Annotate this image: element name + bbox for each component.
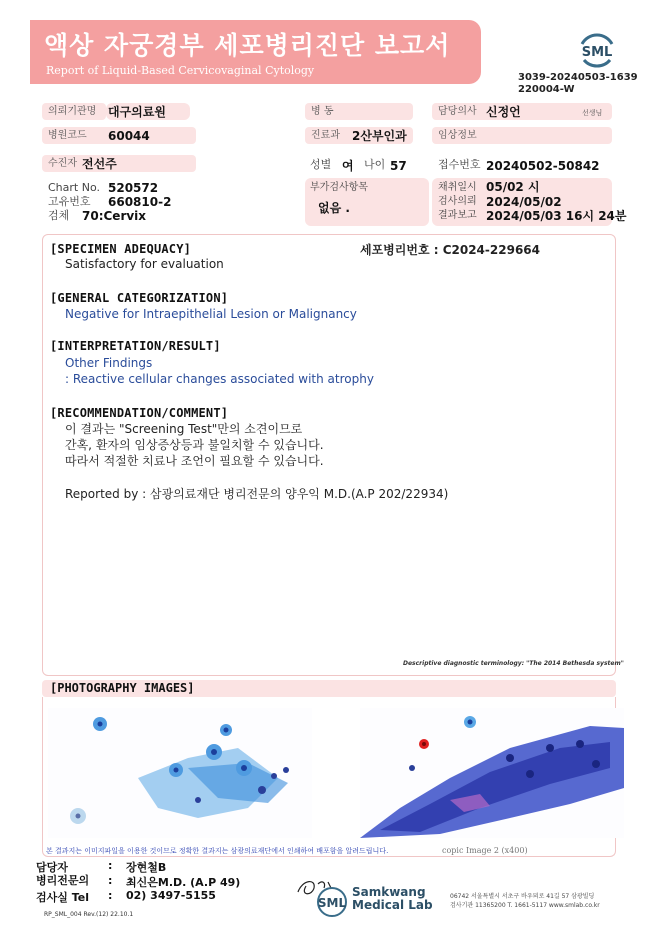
requested-value: 2024/05/02 [486, 195, 562, 209]
micrograph-image-1 [48, 708, 312, 838]
category-title: [GENERAL CATEGORIZATION] [50, 291, 229, 305]
address-line1: 06742 서울특별시 서초구 바우뫼로 41길 57 삼광빌딩 [450, 893, 595, 900]
tel-value: 02) 3497-5155 [126, 889, 216, 902]
lab-address [450, 892, 600, 910]
report-title-korean: 액상 자궁경부 세포병리진단 보고서 [44, 31, 451, 60]
chart-no-value: 520572 [108, 181, 159, 195]
logo-text: SML [581, 45, 613, 60]
tel-label: 검사실 Tel [36, 891, 89, 904]
interpretation-title: [INTERPRETATION/RESULT] [50, 339, 221, 353]
brand-name [352, 886, 433, 912]
sex-value: 여 [342, 159, 354, 173]
reported-by: Reported by : 삼광의료재단 병리전문의 양우익 M.D.(A.P 202/22934) [65, 487, 449, 501]
recommendation-line2: 간혹, 환자의 임상증상등과 불일치할 수 있습니다. [65, 438, 324, 452]
additional-value: 없음 . [318, 201, 350, 215]
unique-no-label: 고유번호 [48, 195, 91, 208]
age-value: 57 [390, 159, 407, 173]
ward-label: 병 동 [305, 103, 413, 120]
image-disclaimer: 본 결과지는 이미지파일을 이용한 것이므로 정확한 결과지는 삼광의료재단에서 인쇄하여 배포함을 알려드립니다. [46, 847, 389, 855]
tech-value: 장현철B [126, 861, 167, 874]
additional-label: 부가검사항목 [310, 182, 368, 193]
recommendation-line3: 따라서 적절한 치료나 조언이 필요할 수 있습니다. [65, 454, 324, 468]
exam-value: 70:Cervix [82, 209, 147, 223]
category-text: Negative for Intraepithelial Lesion or Malignancy [65, 307, 357, 321]
age-label: 나이 [364, 158, 386, 171]
micrograph-image-2 [360, 708, 624, 838]
specimen-title: [SPECIMEN ADEQUACY] [50, 242, 192, 256]
image-caption-2: copic Image 2 (x400) [442, 846, 528, 855]
address-line2: 검사기관 11365200 T. 1661-5117 www.smlab.co.kr [450, 902, 600, 909]
specimen-text: Satisfactory for evaluation [65, 257, 224, 271]
pathologist-colon: : [108, 874, 113, 887]
hospital-code-value: 60044 [108, 129, 150, 143]
brand-logo-text: SML [317, 896, 347, 910]
pathologist-value: 최신은M.D. (A.P 49) [126, 876, 241, 889]
brand-line1: Samkwang [352, 885, 426, 899]
doctor-value: 신정언 [486, 105, 521, 119]
recommendation-line1: 이 결과는 "Screening Test"만의 소견이므로 [65, 422, 303, 436]
recommendation-title: [RECOMMENDATION/COMMENT] [50, 406, 229, 420]
collected-label: 채취일시 [438, 182, 477, 193]
brand-line2: Medical Lab [352, 898, 433, 912]
receipt-no-value: 20240502-50842 [486, 159, 600, 173]
tech-colon: : [108, 859, 113, 872]
bethesda-footnote: Descriptive diagnostic terminology: "The 2014 Bethesda system" [403, 660, 624, 667]
clinical-info-label: 임상정보 [432, 127, 612, 144]
sex-label: 성별 [310, 158, 332, 171]
interpretation-line2: : Reactive cellular changes associated with atrophy [65, 372, 374, 386]
reported-label: 결과보고 [438, 210, 477, 221]
receipt-no-label: 접수번호 [438, 158, 481, 171]
requested-label: 검사의뢰 [438, 196, 477, 207]
sml-logo-icon [576, 30, 618, 72]
institution-label: 의뢰기관명 [42, 103, 106, 120]
tel-colon: : [108, 889, 113, 902]
report-title-english: Report of Liquid-Based Cervicovaginal Cytology [46, 64, 315, 77]
photo-title: [PHOTOGRAPHY IMAGES] [50, 681, 195, 695]
doctor-label: 담당의사 [432, 103, 612, 120]
report-id-line1: 3039-20240503-1639 [518, 72, 638, 83]
department-value: 2산부인과 [352, 129, 407, 143]
institution-value: 대구의료원 [108, 105, 166, 119]
doctor-suffix: 선생님 [582, 109, 603, 117]
report-id-line2: 220004-W [518, 84, 575, 95]
cytology-number: 세포병리번호 : C2024-229664 [360, 243, 540, 257]
collected-value: 05/02 시 [486, 180, 540, 194]
reported-value: 2024/05/03 16시 24분 [486, 209, 627, 223]
pathologist-label: 병리전문의 [36, 874, 90, 887]
tech-label: 담당자 [36, 861, 68, 874]
department-label: 진료과 [305, 127, 413, 144]
patient-label: 수진자 [42, 155, 196, 172]
interpretation-line1: Other Findings [65, 356, 153, 370]
hospital-code-label: 병원코드 [42, 127, 196, 144]
exam-label: 검체 [48, 209, 70, 222]
unique-no-value: 660810-2 [108, 195, 172, 209]
patient-value: 전선주 [82, 157, 117, 171]
form-code: RP_SML_004 Rev.(12) 22.10.1 [44, 911, 134, 918]
report-id [518, 72, 638, 96]
chart-no-label: Chart No. [48, 181, 100, 194]
